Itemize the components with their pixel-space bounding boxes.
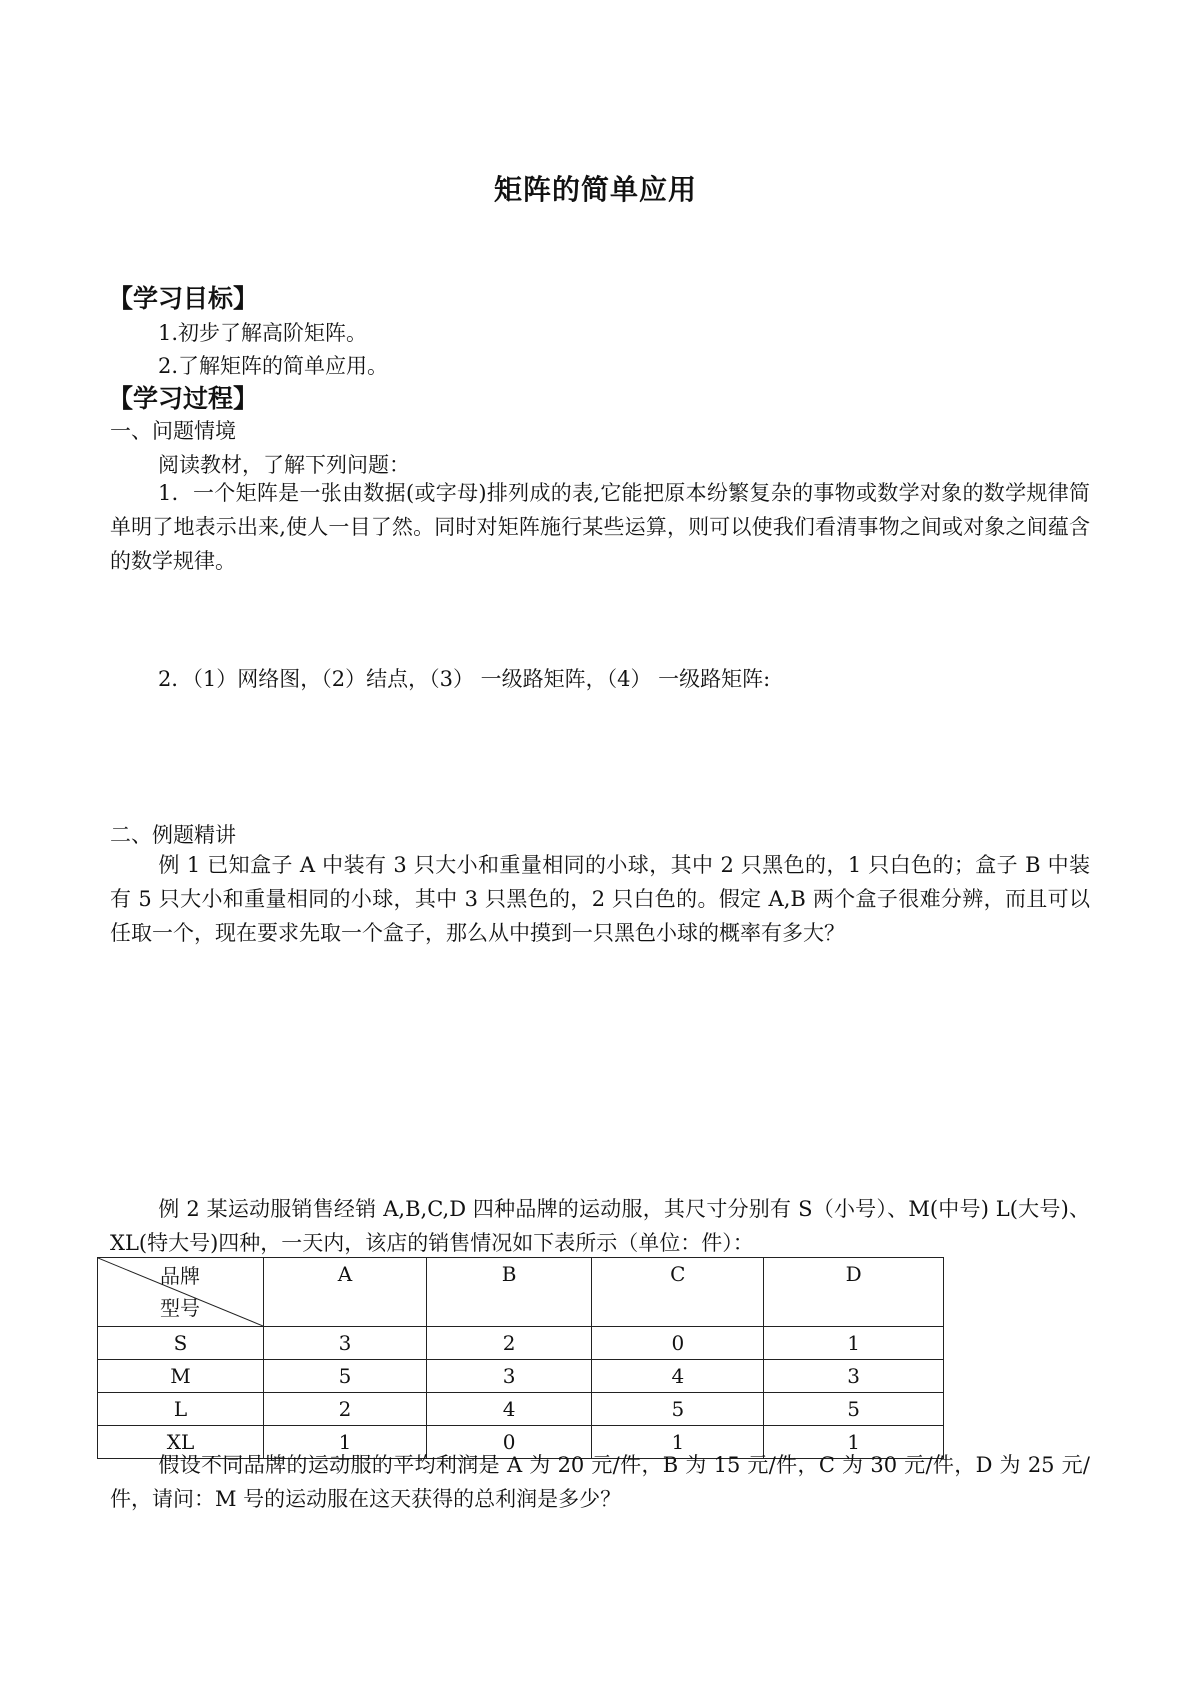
brand-header: B bbox=[426, 1258, 592, 1327]
table-cell: 3 bbox=[264, 1327, 427, 1360]
table-cell: 2 bbox=[264, 1393, 427, 1426]
brand-header: A bbox=[264, 1258, 427, 1327]
table-cell: 4 bbox=[426, 1393, 592, 1426]
table-row bbox=[98, 1327, 944, 1360]
size-cell: S bbox=[98, 1327, 264, 1360]
item1-paragraph bbox=[110, 476, 1090, 578]
intro-text: 阅读教材，了解下列问题： bbox=[158, 453, 410, 477]
example2-text: 例 2 某运动服销售经销 A,B,C,D 四种品牌的运动服，其尺寸分别有 S（小号）、M(中号) L(大号)、XL(特大号)四种，一天内，该店的销售情况如下表所示（单位：件）： bbox=[110, 1197, 1090, 1255]
process-heading: 【学习过程】 bbox=[108, 384, 259, 413]
table-cell: 1 bbox=[764, 1327, 944, 1360]
goal-item-2: 2.了解矩阵的简单应用。 bbox=[158, 354, 389, 378]
table-cell: 3 bbox=[426, 1360, 592, 1393]
corner-brand-label: 品牌 bbox=[160, 1264, 200, 1288]
example2-paragraph bbox=[110, 1192, 1090, 1260]
size-cell: XL bbox=[98, 1426, 264, 1459]
corner-size-label: 型号 bbox=[160, 1296, 200, 1320]
section2-title: 二、例题精讲 bbox=[110, 823, 236, 847]
goal-item-1: 1.初步了解高阶矩阵。 bbox=[158, 321, 368, 345]
table-cell: 0 bbox=[592, 1327, 764, 1360]
table-cell: 1 bbox=[592, 1426, 764, 1459]
table-row bbox=[98, 1393, 944, 1426]
table-cell: 5 bbox=[764, 1393, 944, 1426]
table-cell: 1 bbox=[264, 1426, 427, 1459]
brand-header: C bbox=[592, 1258, 764, 1327]
brand-header: D bbox=[764, 1258, 944, 1327]
size-cell: M bbox=[98, 1360, 264, 1393]
table-cell: 2 bbox=[426, 1327, 592, 1360]
example1-paragraph bbox=[110, 848, 1090, 950]
table-cell: 0 bbox=[426, 1426, 592, 1459]
table-row bbox=[98, 1360, 944, 1393]
table-cell: 5 bbox=[592, 1393, 764, 1426]
example1-text: 例 1 已知盒子 A 中装有 3 只大小和重量相同的小球，其中 2 只黑色的，1 只白色的；盒子 B 中装有 5 只大小和重量相同的小球，其中 3 只黑色的，2 只白色的。假定 A,B 两个盒子很难分辨，而且可以任取一个，现在要求先取一个盒子，那么从中摸到一只黑色小球的概率有多大？ bbox=[110, 853, 1090, 945]
goals-heading: 【学习目标】 bbox=[108, 284, 259, 313]
table-cell: 1 bbox=[764, 1426, 944, 1459]
table-cell: 4 bbox=[592, 1360, 764, 1393]
table-cell: 3 bbox=[764, 1360, 944, 1393]
example2-followup-text: 假设不同品牌的运动服的平均利润是 A 为 20 元/件，B 为 15 元/件，C 为 30 元/件，D 为 25 元/件，请问：M 号的运动服在这天获得的总利润是多少？ bbox=[110, 1453, 1090, 1511]
page-title: 矩阵的简单应用 bbox=[493, 173, 697, 206]
table-header-row bbox=[98, 1258, 944, 1327]
corner-cell bbox=[98, 1258, 264, 1327]
sales-table bbox=[97, 1257, 944, 1459]
item1-text: 1．一个矩阵是一张由数据(或字母)排列成的表,它能把原本纷繁复杂的事物或数学对象的数学规律简单明了地表示出来,使人一目了然。同时对矩阵施行某些运算，则可以使我们看清事物之间或对象之间蕴含的数学规律。 bbox=[110, 481, 1090, 573]
item2-text: 2．（1）网络图，（2）结点，（3） 一级路矩阵，（4） 一级路矩阵: bbox=[158, 667, 771, 691]
table-cell: 5 bbox=[264, 1360, 427, 1393]
example2-followup-paragraph bbox=[110, 1448, 1090, 1516]
section1-title: 一、问题情境 bbox=[110, 419, 236, 443]
size-cell: L bbox=[98, 1393, 264, 1426]
